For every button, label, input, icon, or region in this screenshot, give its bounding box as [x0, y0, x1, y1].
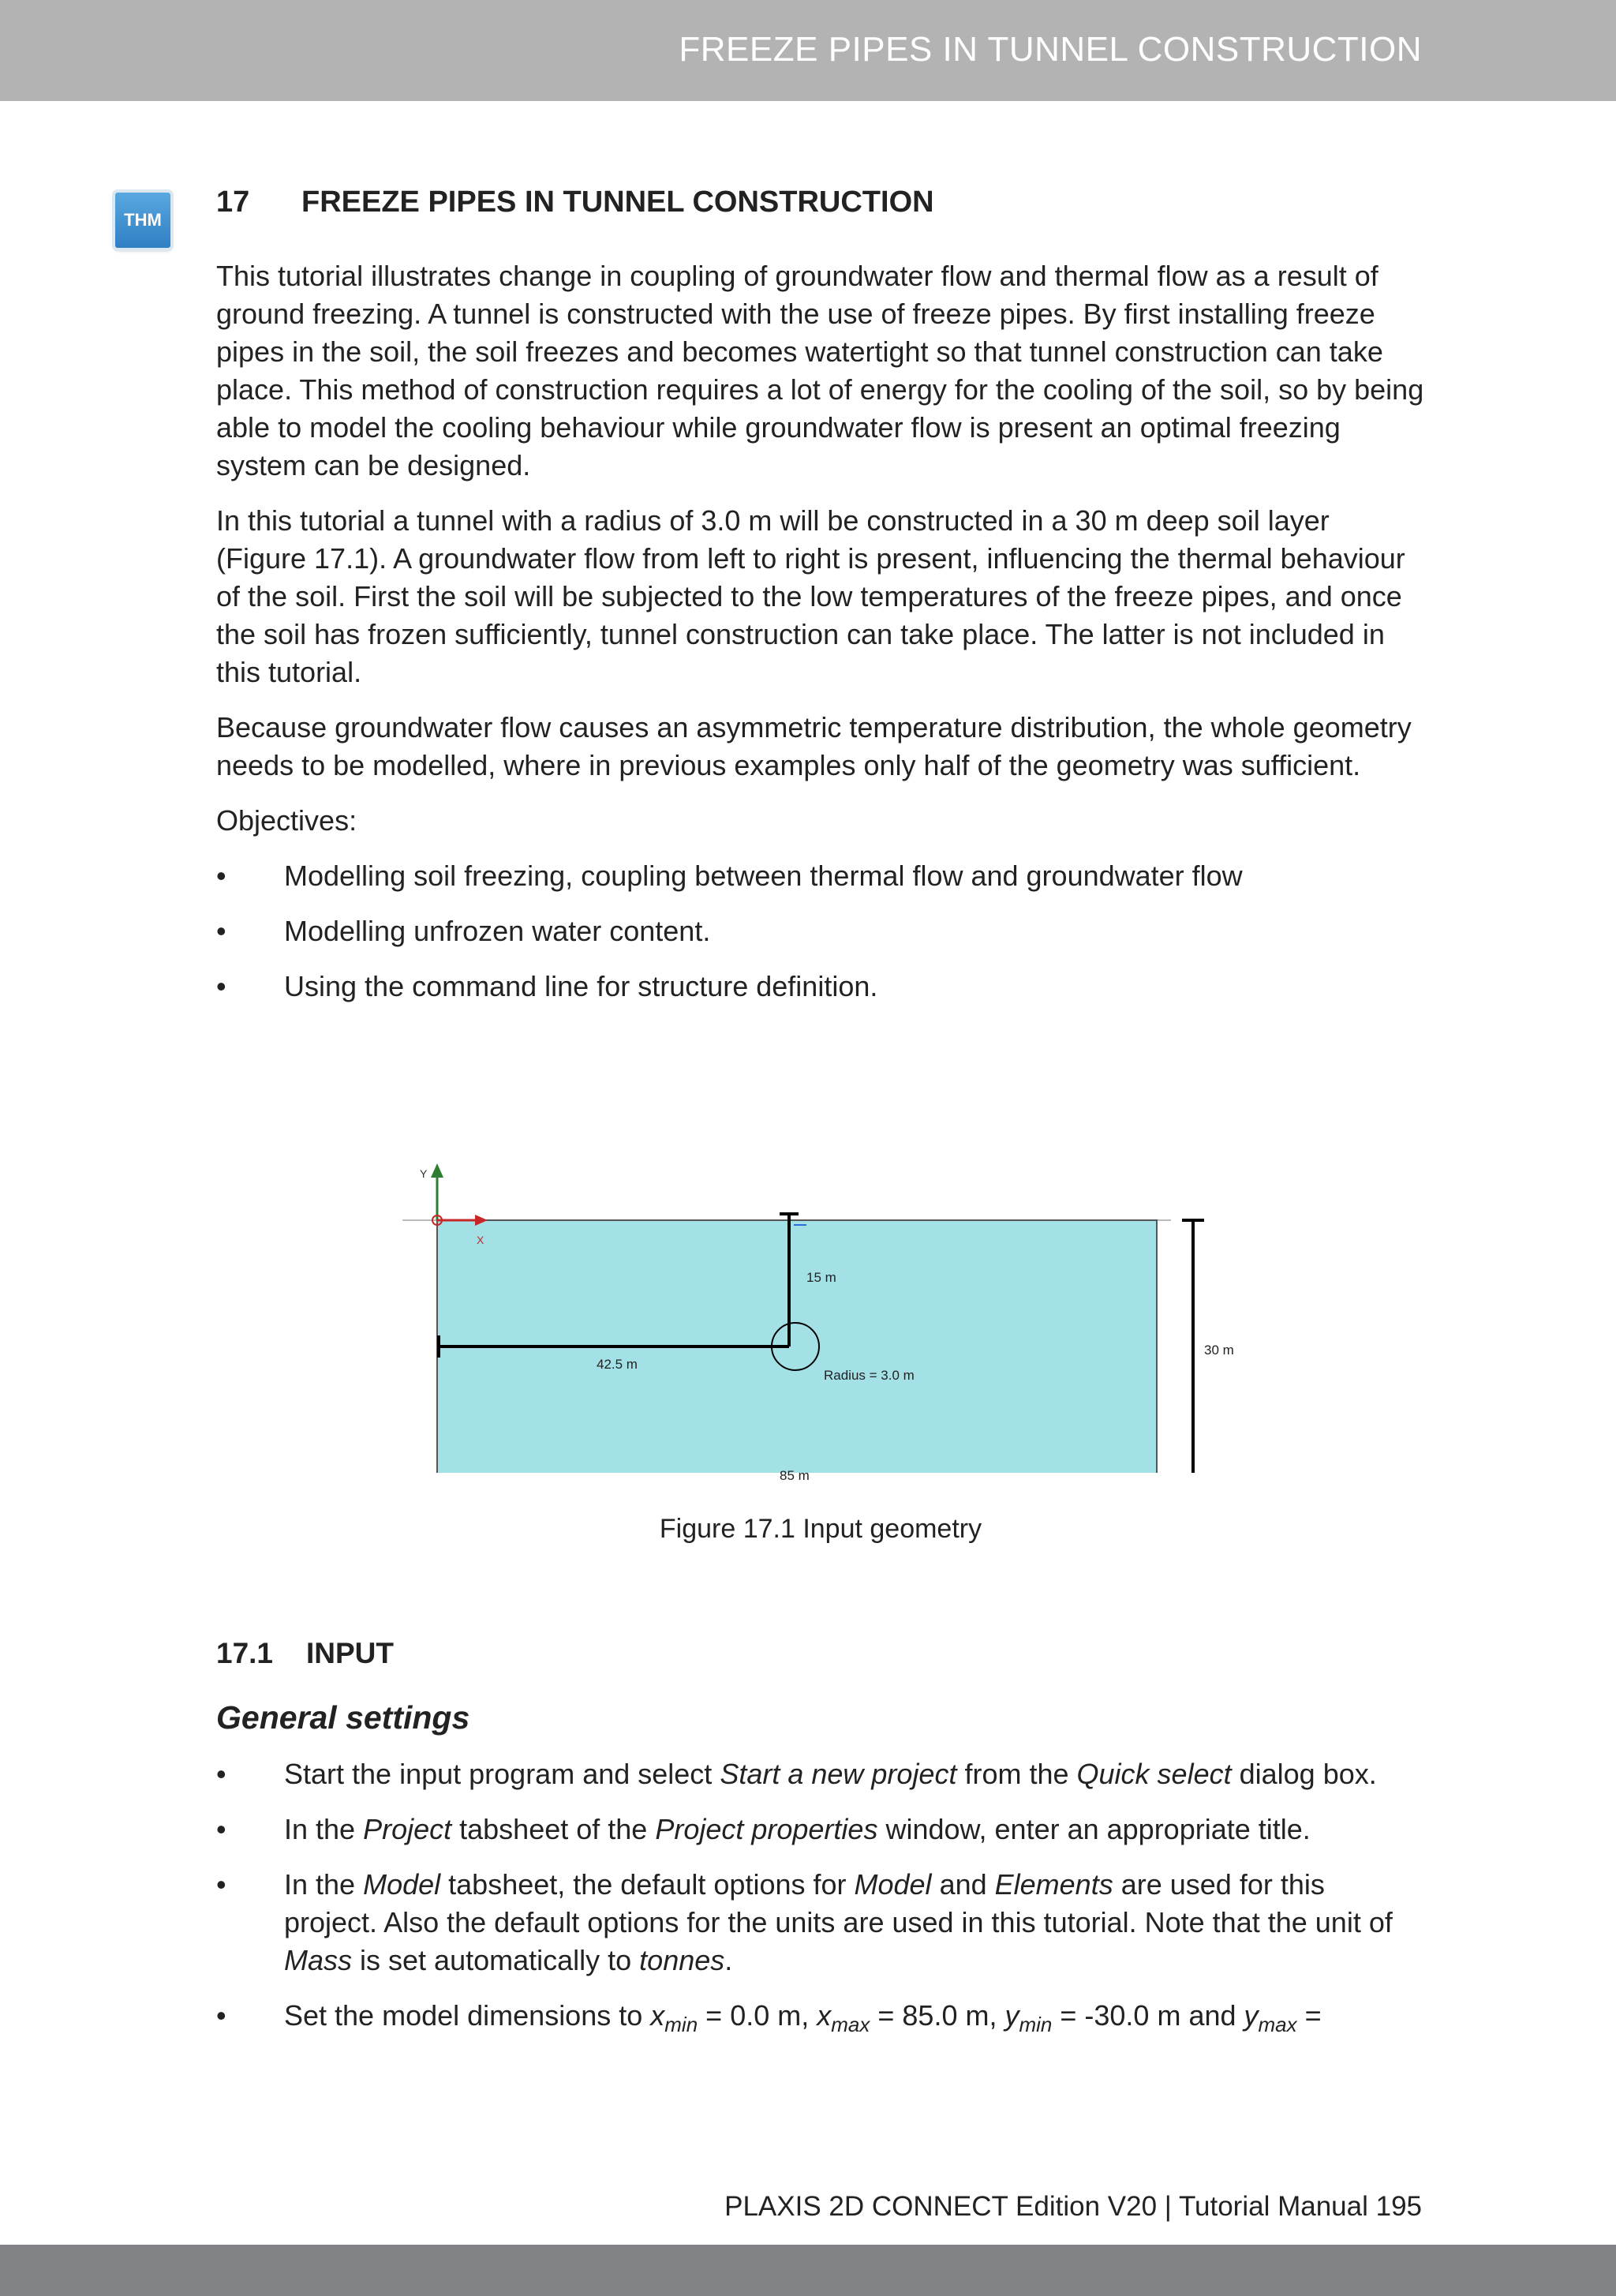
y-axis-arrow-icon [431, 1163, 443, 1178]
input-geometry-figure [216, 1031, 1425, 1473]
list-item [216, 857, 1425, 895]
section-heading [216, 182, 1425, 223]
list-item [216, 912, 1425, 950]
page-header-bar [0, 0, 1616, 101]
intro-paragraph-2: In this tutorial a tunnel with a radius of 3.0 m will be constructed in a 30 m deep soil layer (Figure 17.1). A groundwater flow from left to right is present, influencing the thermal behaviour of the soil. First the soil will be subjected to the low temperatures of the freeze pipes, and once the soil has frozen sufficiently, tunnel construction can take place. The latter is not included in this tutorial. [216, 504, 1405, 688]
list-item: • Set the model dimensions to $x_{min} = 0.0$ m, $x_{max} = 85.0$ m, $y_{min} = -30.0$ m and $y_{max}$ = [216, 1997, 1425, 2043]
figure-bottom-labels [216, 1468, 1425, 1511]
objectives-label: Objectives: [216, 804, 357, 837]
list-item: • Start the input program and select Start a new project from the Quick select dialog box. [216, 1755, 1425, 1793]
bullet-icon: • [216, 970, 226, 1002]
running-header-title: FREEZE PIPES IN TUNNEL CONSTRUCTION [679, 30, 1422, 69]
list-item [216, 968, 1425, 1006]
footer-text: PLAXIS 2D CONNECT Edition V20 | Tutorial Manual 195 [724, 2191, 1422, 2222]
objectives-list [216, 857, 1425, 1006]
depth-label: 15 m [806, 1270, 836, 1285]
x-axis-label: X [477, 1234, 484, 1246]
bullet-icon: • [216, 1813, 226, 1845]
intro-paragraph-1: This tutorial illustrates change in coupling of groundwater flow and thermal flow as a result of ground freezing. A tunnel is constructed with the use of freeze pipes. By first installing freeze pipes in the soil, the soil freezes and becomes watertight so that tunnel construction can take place. This method of construction requires a lot of energy for the cooling of the soil, so by being able to model the cooling behaviour while groundwater flow is present an optimal freezing system can be designed. [216, 260, 1424, 481]
figure-caption: Figure 17.1 Input geometry [659, 1514, 982, 1544]
objective-text: Modelling unfrozen water content. [284, 915, 711, 947]
height-label: 30 m [1204, 1343, 1234, 1358]
geometry-diagram [216, 1031, 1425, 1473]
radius-label: Radius = 3.0 m [824, 1368, 915, 1383]
width-label: 85 m [780, 1468, 810, 1483]
section-title: FREEZE PIPES IN TUNNEL CONSTRUCTION [301, 185, 934, 219]
general-settings-list [216, 1755, 1425, 2043]
objective-text: Modelling soil freezing, coupling between thermal flow and groundwater flow [284, 860, 1243, 892]
objective-text: Using the command line for structure definition. [284, 970, 878, 1002]
section-number: 17 [216, 185, 250, 219]
y-axis-label: Y [420, 1167, 428, 1180]
page-footer-bar [0, 2245, 1616, 2296]
list-item: • In the Model tabsheet, the default options for Model and Elements are used for this project. Also the default options for the units are used in this tutorial. Note that the unit of Mass is set automatically to tonnes. [216, 1866, 1425, 1980]
subsection-number: 17.1 [216, 1637, 274, 1669]
bullet-icon: • [216, 1758, 226, 1790]
thm-badge-icon: THM [115, 193, 170, 248]
bullet-icon: • [216, 915, 226, 947]
subsection-heading [216, 1634, 1425, 1673]
general-settings-heading: General settings [216, 1699, 470, 1736]
intro-paragraph-3: Because groundwater flow causes an asymmetric temperature distribution, the whole geometry needs to be modelled, where in previous examples only half of the geometry was sufficient. [216, 711, 1412, 781]
bullet-icon: • [216, 1999, 226, 2032]
list-item: • In the Project tabsheet of the Project properties window, enter an appropriate title. [216, 1811, 1425, 1848]
bullet-icon: • [216, 1868, 226, 1901]
bullet-icon: • [216, 860, 226, 892]
page-content [216, 182, 1425, 2061]
subsection-title: INPUT [306, 1637, 394, 1669]
half-width-label: 42.5 m [597, 1357, 638, 1372]
